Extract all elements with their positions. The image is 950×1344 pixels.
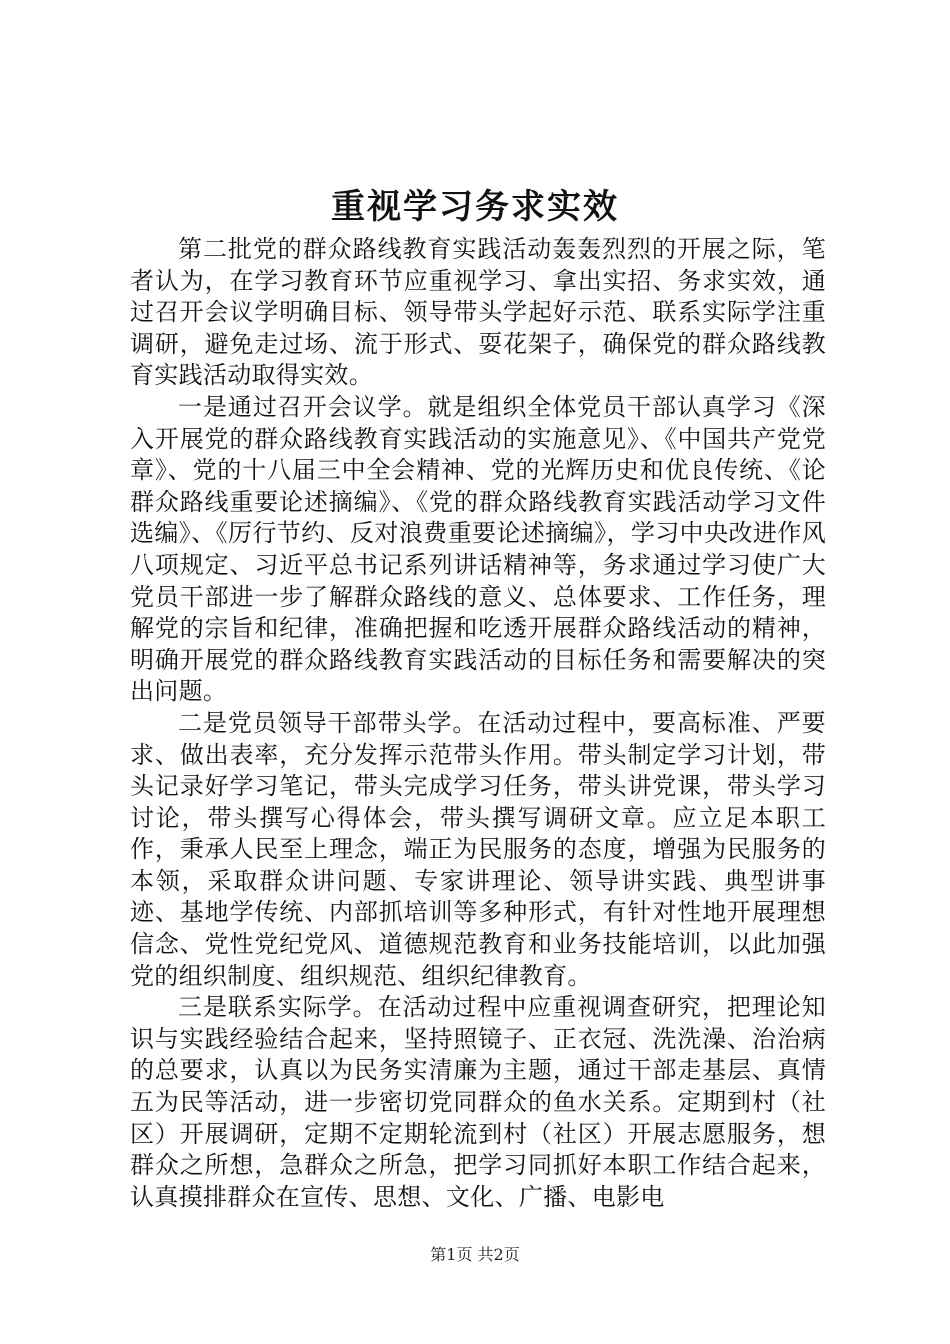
document-body [130,234,826,1213]
document-title: 重视学习务求实效 [331,187,619,227]
paragraph-point-one: 一是通过召开会议学。就是组织全体党员干部认真学习《深入开展党的群众路线教育实践活动的实施意见》、《中国共产党党章》、党的十八届三中全会精神、党的光辉历史和优良传统、《论群众路线重要论述摘编》、《党的群众路线教育实践活动学习文件选编》、《厉行节约、反对浪费重要论述摘编》，学习中央改进作风八项规定、习近平总书记系列讲话精神等，务求通过学习使广大党员干部进一步了解群众路线的意义、总体要求、工作任务，理解党的宗旨和纪律，准确把握和吃透开展群众路线活动的精神，明确开展党的群众路线教育实践活动的目标任务和需要解决的突出问题。 [130,392,826,706]
page-footer: 第1页 共2页 [430,1245,520,1264]
paragraph-intro: 第二批党的群众路线教育实践活动轰轰烈烈的开展之际，笔者认为，在学习教育环节应重视学习、拿出实招、务求实效，通过召开会议学明确目标、领导带头学起好示范、联系实际学注重调研，避免走过场、流于形式、耍花架子，确保党的群众路线教育实践活动取得实效。 [130,235,826,390]
paragraph-point-three: 三是联系实际学。在活动过程中应重视调查研究，把理论知识与实践经验结合起来，坚持照镜子、正衣冠、洗洗澡、治治病的总要求，认真以为民务实清廉为主题，通过干部走基层、真情五为民等活动，进一步密切党同群众的鱼水关系。定期到村（社区）开展调研，定期不定期轮流到村（社区）开展志愿服务，想群众之所想，急群众之所急，把学习同抓好本职工作结合起来，认真摸排群众在宣传、思想、文化、广播、电影电 [130,993,826,1211]
paragraph-point-two: 二是党员领导干部带头学。在活动过程中，要高标准、严要求、做出表率，充分发挥示范带头作用。带头制定学习计划，带头记录好学习笔记，带头完成学习任务，带头讲党课，带头学习讨论，带头撰写心得体会，带头撰写调研文章。应立足本职工作，秉承人民至上理念，端正为民服务的态度，增强为民服务的本领，采取群众讲问题、专家讲理论、领导讲实践、典型讲事迹、基地学传统、内部抓培训等多种形式，有针对性地开展理想信念、党性党纪党风、道德规范教育和业务技能培训，以此加强党的组织制度、组织规范、组织纪律教育。 [130,708,826,990]
